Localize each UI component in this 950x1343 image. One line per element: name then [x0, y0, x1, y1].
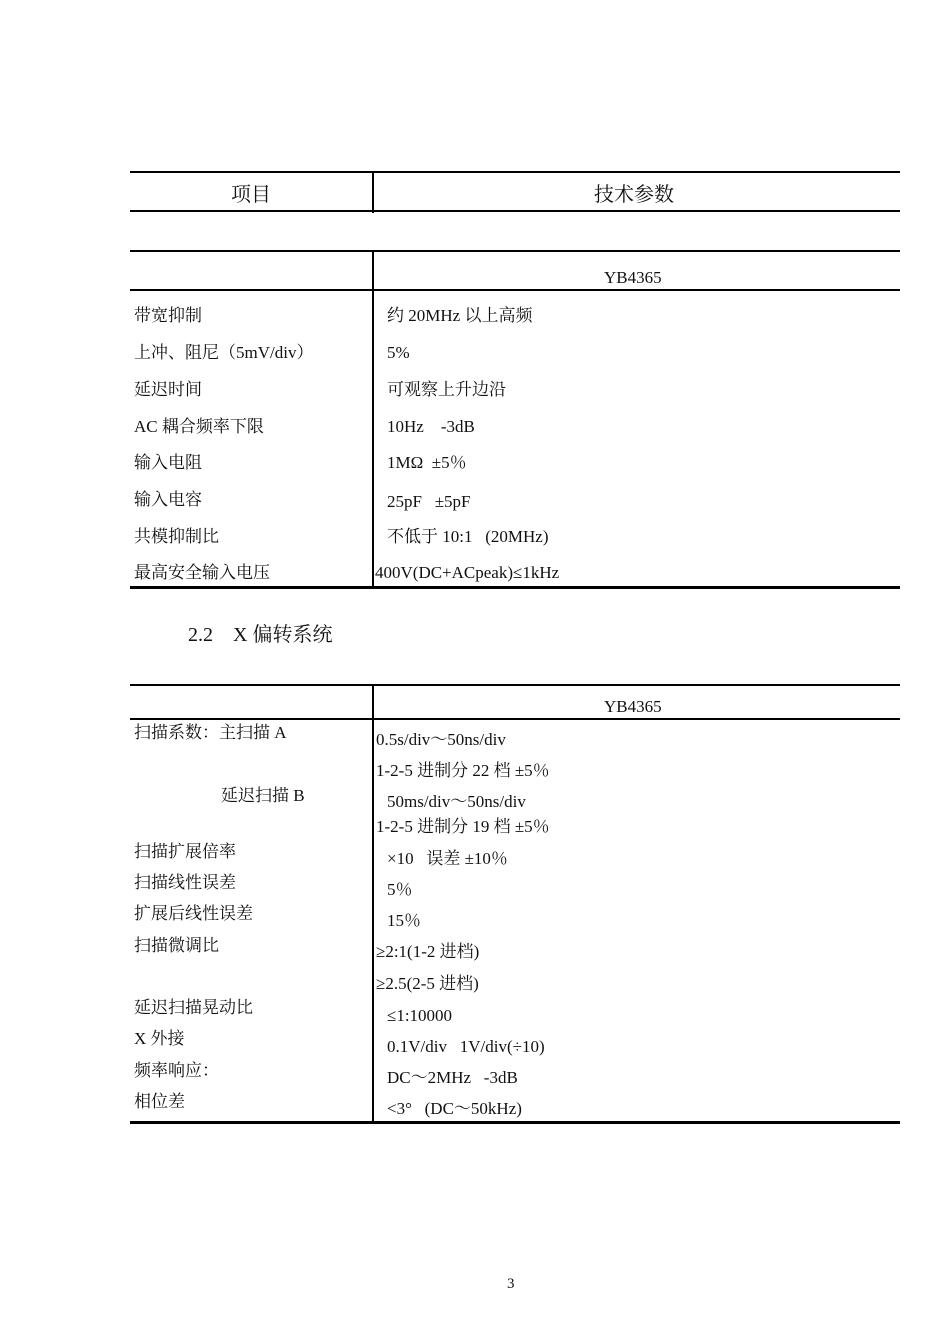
- table2-value: <3° (DC～50kHz): [387, 1099, 522, 1118]
- table1-row-item: 最高安全输入电压: [134, 563, 270, 582]
- table2-value: ≤1:10000: [387, 1006, 453, 1025]
- table1-row-value: 不低于 10:1 (20MHz): [387, 527, 549, 546]
- table2-item: 扫描微调比: [134, 936, 219, 955]
- table1-row-value: 400V(DC+ACpeak)≤1kHz: [375, 563, 560, 582]
- table2-item: 扩展后线性误差: [134, 904, 253, 923]
- table2-value: 1-2-5 进制分 19 档 ±5％: [376, 817, 550, 836]
- table2-item: 延迟扫描 B: [221, 786, 305, 805]
- header-col-item: 项目: [231, 184, 271, 206]
- table1-row-value: 1MΩ ±5％: [387, 453, 467, 472]
- table1-row-item: 延迟时间: [134, 380, 202, 399]
- table2-model-header: YB4365: [604, 697, 662, 716]
- table2-bottom-rule: [130, 1121, 900, 1124]
- table1-row-item: AC 耦合频率下限: [134, 417, 264, 436]
- table2-value: 15％: [387, 911, 421, 930]
- table1-row-value: 10Hz -3dB: [387, 417, 475, 436]
- table1-row-item: 输入电阻: [134, 453, 202, 472]
- table1-row-item: 共模抑制比: [134, 527, 219, 546]
- table2-item: 频率响应：: [134, 1061, 219, 1080]
- section-title: 2.2 X 偏转系统: [188, 624, 333, 646]
- table2-item: 扫描系数：主扫描 A: [134, 723, 287, 742]
- table1-row-value: 可观察上升边沿: [387, 380, 506, 399]
- header-top-rule: [130, 171, 900, 173]
- table2-value: ≥2.5(2-5 进档): [376, 974, 479, 993]
- table2-item: 扫描线性误差: [134, 873, 236, 892]
- table1-model-header: YB4365: [604, 268, 662, 287]
- table2-value: ×10 误差 ±10％: [387, 849, 508, 868]
- table2-value: 1-2-5 进制分 22 档 ±5％: [376, 761, 550, 780]
- table1-top-rule: [130, 250, 900, 252]
- table2-value: 50ms/div～50ns/div: [387, 792, 526, 811]
- table2-divider: [372, 684, 374, 1124]
- table1-bottom-rule: [130, 586, 900, 589]
- table2-top-rule: [130, 684, 900, 686]
- table2-value: 5％: [387, 880, 413, 899]
- table1-row-item: 带宽抑制: [134, 306, 202, 325]
- table1-row-item: 上冲、阻尼（5mV/div）: [134, 343, 314, 362]
- table2-item: 相位差: [134, 1092, 185, 1111]
- table2-item: 扫描扩展倍率: [134, 842, 236, 861]
- header-divider: [372, 171, 374, 213]
- table1-row-value: 25pF ±5pF: [387, 492, 471, 511]
- table1-row-item: 输入电容: [134, 490, 202, 509]
- table1-header-rule: [130, 289, 900, 291]
- header-col-params: 技术参数: [594, 184, 674, 206]
- table2-value: ≥2:1(1-2 进档): [376, 942, 480, 961]
- table2-value: 0.1V/div 1V/div(÷10): [387, 1037, 545, 1056]
- table2-item: X 外接: [134, 1029, 185, 1048]
- header-bottom-rule: [130, 210, 900, 212]
- table2-item: 延迟扫描晃动比: [134, 998, 253, 1017]
- table1-divider: [372, 250, 374, 588]
- table2-header-rule: [130, 718, 900, 720]
- table2-value: DC～2MHz -3dB: [387, 1068, 518, 1087]
- table1-row-value: 5%: [387, 343, 410, 362]
- table1-row-value: 约 20MHz 以上高频: [387, 306, 533, 325]
- table2-value: 0.5s/div～50ns/div: [376, 730, 506, 749]
- page-number: 3: [507, 1276, 515, 1292]
